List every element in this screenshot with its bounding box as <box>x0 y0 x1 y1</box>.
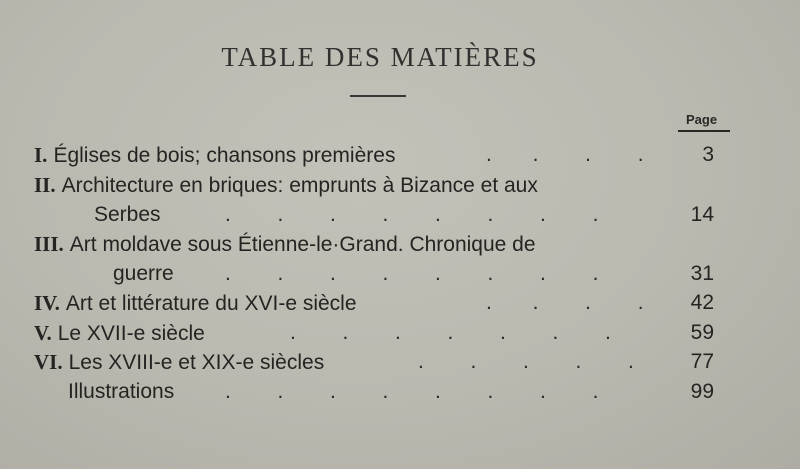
toc-leader-dots: . . . . . . . . <box>225 203 599 226</box>
toc-entry-number: V. <box>34 321 52 345</box>
page-column-header: Page <box>686 112 718 127</box>
toc-entry-5 <box>34 321 205 346</box>
toc-leader-dots: . . . . <box>486 291 644 314</box>
toc-entry-title: Illustrations <box>68 380 175 403</box>
toc-entry-title-continuation: Serbes <box>94 203 161 226</box>
toc-leader-dots: . . . . . . . <box>290 321 611 344</box>
toc-entry-title: Art et littérature du XVI-e siècle <box>65 292 357 315</box>
toc-entry-title: Les XVIII-e et XIX-e siècles <box>68 351 325 374</box>
toc-entry-6 <box>34 350 324 375</box>
page-column-header-rule <box>678 130 730 132</box>
toc-entry-4 <box>34 291 357 316</box>
toc-entry-page: 42 <box>690 291 714 314</box>
toc-entry-number: III. <box>34 232 64 256</box>
toc-entry-page: 99 <box>690 380 714 403</box>
toc-entry-number: I. <box>34 143 48 167</box>
toc-entry-page: 31 <box>690 262 714 285</box>
toc-entry-number: IV. <box>34 291 60 315</box>
toc-entry-1 <box>34 143 395 168</box>
toc-entry-number: VI. <box>34 350 63 374</box>
toc-entry-illustrations <box>68 380 174 404</box>
toc-entry-page: 77 <box>690 350 714 373</box>
toc-leader-dots: . . . . <box>486 143 644 166</box>
toc-entry-title-continuation: guerre <box>113 262 174 285</box>
toc-entry-number: II. <box>34 173 56 197</box>
toc-entry-3-continuation <box>113 262 174 286</box>
toc-entry-3 <box>34 232 536 257</box>
toc-entry-title: Le XVII-e siècle <box>57 322 205 345</box>
page-title: TABLE DES MATIÈRES <box>221 42 539 72</box>
toc-leader-dots: . . . . . . . . <box>225 380 599 403</box>
toc-leader-dots: . . . . . <box>418 350 634 373</box>
toc-leader-dots: . . . . . . . . <box>225 262 599 285</box>
toc-entry-2-continuation <box>94 203 161 227</box>
toc-entry-title: Églises de bois; chansons premières <box>53 144 396 167</box>
toc-entry-2 <box>34 173 538 198</box>
toc-entry-page: 14 <box>690 203 714 226</box>
title-divider <box>350 95 406 97</box>
toc-entry-title: Art moldave sous Étienne-le·Grand. Chronique de <box>69 233 536 256</box>
toc-entry-page: 59 <box>690 321 714 344</box>
toc-entry-title: Architecture en briques: emprunts à Bizance et aux <box>61 174 538 197</box>
toc-entry-page: 3 <box>702 143 714 166</box>
